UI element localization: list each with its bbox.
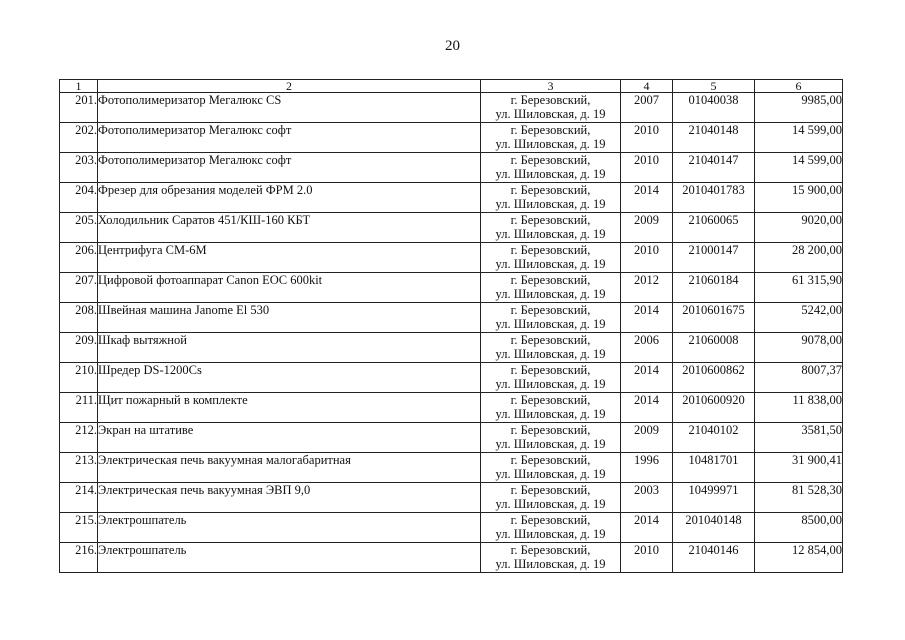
- row-number: 206.: [60, 243, 98, 273]
- item-value: 5242,00: [755, 303, 843, 333]
- address-city: г. Березовский,: [510, 183, 591, 197]
- column-header: 1: [60, 80, 98, 93]
- item-year: 2014: [621, 303, 673, 333]
- row-number: 202.: [60, 123, 98, 153]
- item-address: [481, 93, 621, 123]
- address-city: г. Березовский,: [510, 393, 591, 407]
- inventory-number: 21060008: [673, 333, 755, 363]
- item-year: 1996: [621, 453, 673, 483]
- item-year: 2003: [621, 483, 673, 513]
- column-header: 5: [673, 80, 755, 93]
- table-row: [60, 93, 843, 123]
- address-street: ул. Шиловская, д. 19: [495, 377, 606, 391]
- table-row: [60, 513, 843, 543]
- item-value: 31 900,41: [755, 453, 843, 483]
- item-address: [481, 213, 621, 243]
- item-year: 2012: [621, 273, 673, 303]
- table-row: [60, 483, 843, 513]
- row-number: 207.: [60, 273, 98, 303]
- item-name: Цифровой фотоаппарат Canon EOC 600kit: [98, 273, 481, 303]
- table-row: [60, 423, 843, 453]
- item-value: 14 599,00: [755, 123, 843, 153]
- item-year: 2010: [621, 153, 673, 183]
- item-name: Электрошпатель: [98, 513, 481, 543]
- item-name: Электрическая печь вакуумная малогабаритная: [98, 453, 481, 483]
- item-name: Фотополимеризатор Мегалюкс CS: [98, 93, 481, 123]
- item-year: 2014: [621, 183, 673, 213]
- row-number: 204.: [60, 183, 98, 213]
- item-year: 2006: [621, 333, 673, 363]
- item-value: 61 315,90: [755, 273, 843, 303]
- item-year: 2009: [621, 423, 673, 453]
- address-street: ул. Шиловская, д. 19: [495, 197, 606, 211]
- address-city: г. Березовский,: [510, 453, 591, 467]
- item-value: 28 200,00: [755, 243, 843, 273]
- address-city: г. Березовский,: [510, 273, 591, 287]
- item-value: 8500,00: [755, 513, 843, 543]
- address-street: ул. Шиловская, д. 19: [495, 317, 606, 331]
- inventory-number: 01040038: [673, 93, 755, 123]
- column-header: 2: [98, 80, 481, 93]
- item-year: 2007: [621, 93, 673, 123]
- address-city: г. Березовский,: [510, 543, 591, 557]
- page-number: 20: [445, 38, 460, 54]
- table-row: [60, 183, 843, 213]
- item-value: 9020,00: [755, 213, 843, 243]
- address-city: г. Березовский,: [510, 243, 591, 257]
- item-name: Электрическая печь вакуумная ЭВП 9,0: [98, 483, 481, 513]
- item-value: 12 854,00: [755, 543, 843, 573]
- address-city: г. Березовский,: [510, 423, 591, 437]
- item-name: Холодильник Саратов 451/КШ-160 КБТ: [98, 213, 481, 243]
- address-street: ул. Шиловская, д. 19: [495, 497, 606, 511]
- table-row: [60, 453, 843, 483]
- address-city: г. Березовский,: [510, 153, 591, 167]
- table-body: [60, 93, 843, 573]
- table-row: [60, 273, 843, 303]
- inventory-table: [59, 79, 843, 573]
- item-year: 2009: [621, 213, 673, 243]
- inventory-number: 10481701: [673, 453, 755, 483]
- inventory-number: 21040102: [673, 423, 755, 453]
- item-value: 11 838,00: [755, 393, 843, 423]
- item-address: [481, 453, 621, 483]
- address-street: ул. Шиловская, д. 19: [495, 227, 606, 241]
- item-name: Щит пожарный в комплекте: [98, 393, 481, 423]
- row-number: 215.: [60, 513, 98, 543]
- item-year: 2010: [621, 123, 673, 153]
- row-number: 208.: [60, 303, 98, 333]
- item-name: Электрошпатель: [98, 543, 481, 573]
- table-row: [60, 393, 843, 423]
- item-name: Центрифуга СМ-6М: [98, 243, 481, 273]
- item-address: [481, 513, 621, 543]
- inventory-number: 2010600920: [673, 393, 755, 423]
- table-row: [60, 303, 843, 333]
- table-row: [60, 123, 843, 153]
- item-value: 14 599,00: [755, 153, 843, 183]
- column-number-row: [60, 80, 843, 93]
- inventory-number: 2010601675: [673, 303, 755, 333]
- row-number: 210.: [60, 363, 98, 393]
- item-name: Фотополимеризатор Мегалюкс софт: [98, 123, 481, 153]
- inventory-number: 21040147: [673, 153, 755, 183]
- inventory-number: 10499971: [673, 483, 755, 513]
- item-value: 9078,00: [755, 333, 843, 363]
- address-city: г. Березовский,: [510, 93, 591, 107]
- table-row: [60, 213, 843, 243]
- item-year: 2010: [621, 243, 673, 273]
- address-street: ул. Шиловская, д. 19: [495, 407, 606, 421]
- item-year: 2014: [621, 393, 673, 423]
- item-year: 2014: [621, 363, 673, 393]
- address-city: г. Березовский,: [510, 303, 591, 317]
- address-city: г. Березовский,: [510, 123, 591, 137]
- item-address: [481, 393, 621, 423]
- table-row: [60, 153, 843, 183]
- row-number: 203.: [60, 153, 98, 183]
- item-name: Фрезер для обрезания моделей ФРМ 2.0: [98, 183, 481, 213]
- inventory-number: 21060065: [673, 213, 755, 243]
- column-header: 4: [621, 80, 673, 93]
- item-address: [481, 183, 621, 213]
- table-row: [60, 243, 843, 273]
- row-number: 211.: [60, 393, 98, 423]
- address-street: ул. Шиловская, д. 19: [495, 557, 606, 571]
- item-year: 2010: [621, 543, 673, 573]
- item-name: Шредер DS-1200Cs: [98, 363, 481, 393]
- column-header: 6: [755, 80, 843, 93]
- item-value: 9985,00: [755, 93, 843, 123]
- table-row: [60, 543, 843, 573]
- address-street: ул. Шиловская, д. 19: [495, 437, 606, 451]
- address-city: г. Березовский,: [510, 363, 591, 377]
- address-street: ул. Шиловская, д. 19: [495, 287, 606, 301]
- item-name: Шкаф вытяжной: [98, 333, 481, 363]
- item-name: Экран на штативе: [98, 423, 481, 453]
- item-name: Швейная машина Janome El 530: [98, 303, 481, 333]
- address-street: ул. Шиловская, д. 19: [495, 167, 606, 181]
- inventory-number: 21040146: [673, 543, 755, 573]
- item-address: [481, 303, 621, 333]
- address-street: ул. Шиловская, д. 19: [495, 527, 606, 541]
- address-city: г. Березовский,: [510, 333, 591, 347]
- item-address: [481, 483, 621, 513]
- table-row: [60, 363, 843, 393]
- item-value: 81 528,30: [755, 483, 843, 513]
- item-address: [481, 363, 621, 393]
- address-street: ул. Шиловская, д. 19: [495, 257, 606, 271]
- item-address: [481, 333, 621, 363]
- address-city: г. Березовский,: [510, 483, 591, 497]
- address-street: ул. Шиловская, д. 19: [495, 137, 606, 151]
- inventory-number: 2010401783: [673, 183, 755, 213]
- table-row: [60, 333, 843, 363]
- inventory-number: 21060184: [673, 273, 755, 303]
- item-year: 2014: [621, 513, 673, 543]
- row-number: 209.: [60, 333, 98, 363]
- row-number: 212.: [60, 423, 98, 453]
- address-street: ул. Шиловская, д. 19: [495, 347, 606, 361]
- inventory-number: 2010600862: [673, 363, 755, 393]
- inventory-number: 21040148: [673, 123, 755, 153]
- inventory-number: 21000147: [673, 243, 755, 273]
- item-value: 15 900,00: [755, 183, 843, 213]
- item-address: [481, 543, 621, 573]
- item-value: 8007,37: [755, 363, 843, 393]
- row-number: 216.: [60, 543, 98, 573]
- column-header: 3: [481, 80, 621, 93]
- address-city: г. Березовский,: [510, 513, 591, 527]
- item-address: [481, 243, 621, 273]
- address-street: ул. Шиловская, д. 19: [495, 107, 606, 121]
- item-address: [481, 423, 621, 453]
- item-name: Фотополимеризатор Мегалюкс софт: [98, 153, 481, 183]
- item-address: [481, 273, 621, 303]
- row-number: 213.: [60, 453, 98, 483]
- item-address: [481, 123, 621, 153]
- row-number: 201.: [60, 93, 98, 123]
- address-city: г. Березовский,: [510, 213, 591, 227]
- row-number: 214.: [60, 483, 98, 513]
- item-value: 3581,50: [755, 423, 843, 453]
- address-street: ул. Шиловская, д. 19: [495, 467, 606, 481]
- inventory-number: 201040148: [673, 513, 755, 543]
- row-number: 205.: [60, 213, 98, 243]
- item-address: [481, 153, 621, 183]
